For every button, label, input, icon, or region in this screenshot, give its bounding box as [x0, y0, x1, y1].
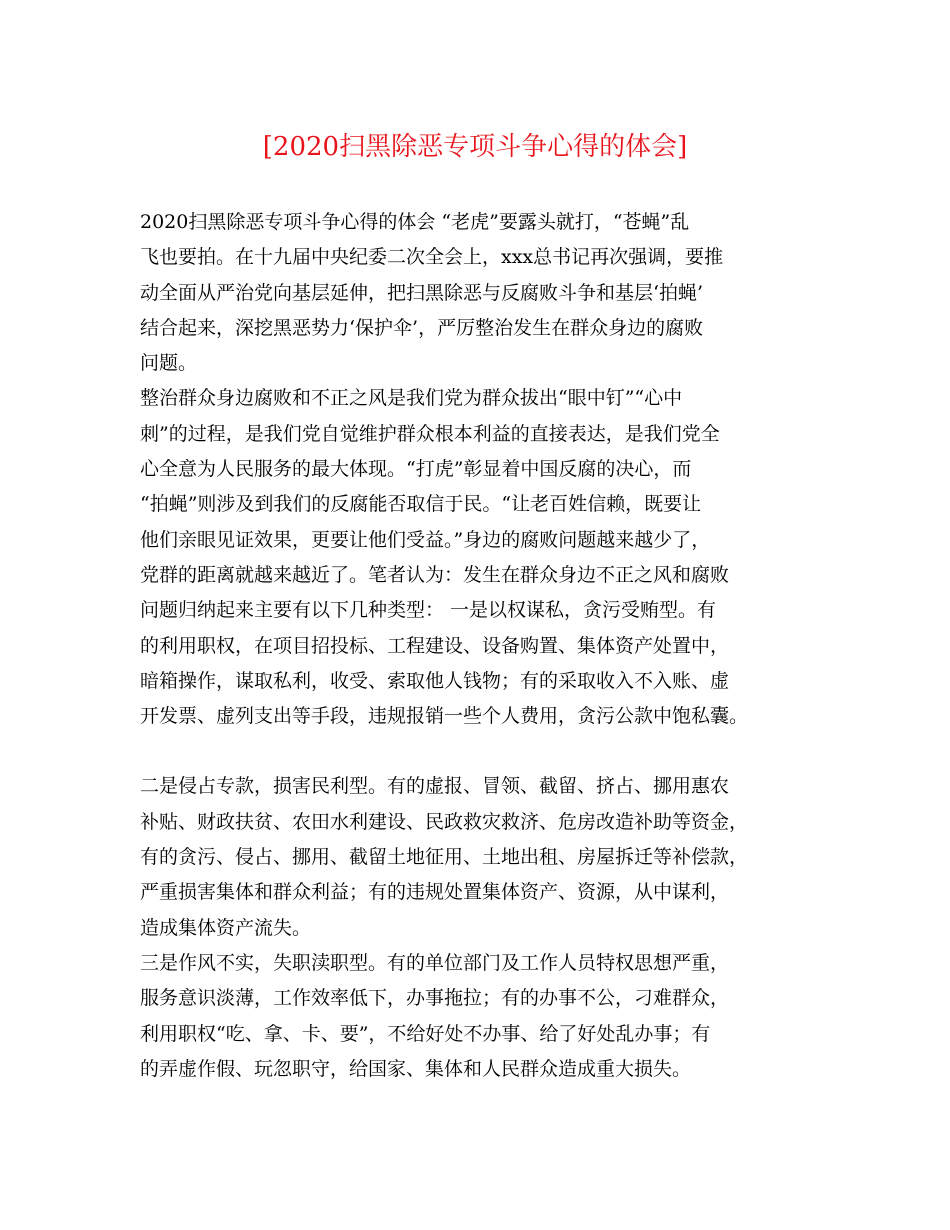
- text-line: 三是作风不实，失职渎职型。有的单位部门及工作人员特权思想严重，: [140, 951, 730, 974]
- text-line: 服务意识淡薄，工作效率低下，办事拖拉；有的办事不公，刁难群众，: [140, 987, 730, 1010]
- text-line: 有的贪污、侵占、挪用、截留土地征用、土地出租、房屋拆迁等补偿款，: [140, 846, 749, 869]
- text-line: “拍蝇”则涉及到我们的反腐能否取信于民。“让老百姓信赖，既要让: [140, 493, 702, 516]
- document-body: [140, 205, 830, 1087]
- text-line: 心全意为人民服务的最大体现。“打虎”彰显着中国反腐的决心，而: [140, 458, 692, 481]
- text-line: 他们亲眼见证效果，更要让他们受益。”身边的腐败问题越来越少了，: [140, 528, 711, 551]
- text-line: 刺”的过程，是我们党自觉维护群众根本利益的直接表达，是我们党全: [140, 422, 720, 445]
- text-line: 动全面从严治党向基层延伸，把扫黑除恶与反腐败斗争和基层‘拍蝇’: [140, 281, 704, 304]
- text-line: 问题归纳起来主要有以下几种类型： 一是以权谋私，贪污受贿型。有: [140, 599, 717, 622]
- text-line: 党群的距离就越来越近了。笔者认为：发生在群众身边不正之风和腐败: [140, 563, 730, 586]
- paragraph-3: [140, 769, 830, 945]
- text-line: 暗箱操作，谋取私利，收受、索取他人钱物；有的采取收入不入账、虚: [140, 669, 730, 692]
- text-line: 造成集体资产流失。: [140, 916, 312, 939]
- text-line: 2020扫黑除恶专项斗争心得的体会 “老虎”要露头就打，“苍蝇”乱: [140, 211, 690, 233]
- text-line: 整治群众身边腐败和不正之风是我们党为群众拔出“眼中钉”“心中: [140, 387, 683, 410]
- document-title: [2020扫黑除恶专项斗争心得的体会]: [262, 132, 688, 162]
- text-line: 飞也要拍。在十九届中央纪委二次全会上，xxx总书记再次强调，要推: [140, 246, 724, 269]
- text-line: 二是侵占专款，损害民利型。有的虚报、冒领、截留、挤占、挪用惠农: [140, 775, 730, 798]
- text-line: 利用职权“吃、拿、卡、要”，不给好处不办事、给了好处乱办事；有: [140, 1022, 711, 1045]
- text-line: 的利用职权，在项目招投标、工程建设、设备购置、集体资产处置中，: [140, 634, 730, 657]
- paragraph-2: [140, 381, 830, 734]
- text-line: 补贴、财政扶贫、农田水利建设、民政救灾救济、危房改造补助等资金，: [140, 810, 749, 833]
- text-line: 问题。: [140, 352, 198, 375]
- text-line: 结合起来，深挖黑恶势力‘保护伞’，严厉整治发生在群众身边的腐败: [140, 316, 704, 339]
- text-line: 的弄虚作假、玩忽职守，给国家、集体和人民群众造成重大损失。: [140, 1057, 692, 1080]
- paragraph-spacer: [140, 734, 830, 769]
- text-line: 开发票、虚列支出等手段，违规报销一些个人费用，贪污公款中饱私囊。: [140, 705, 749, 728]
- paragraph-4: [140, 946, 830, 1087]
- text-line: 严重损害集体和群众利益；有的违规处置集体资产、资源，从中谋利，: [140, 881, 730, 904]
- paragraph-1: [140, 205, 830, 381]
